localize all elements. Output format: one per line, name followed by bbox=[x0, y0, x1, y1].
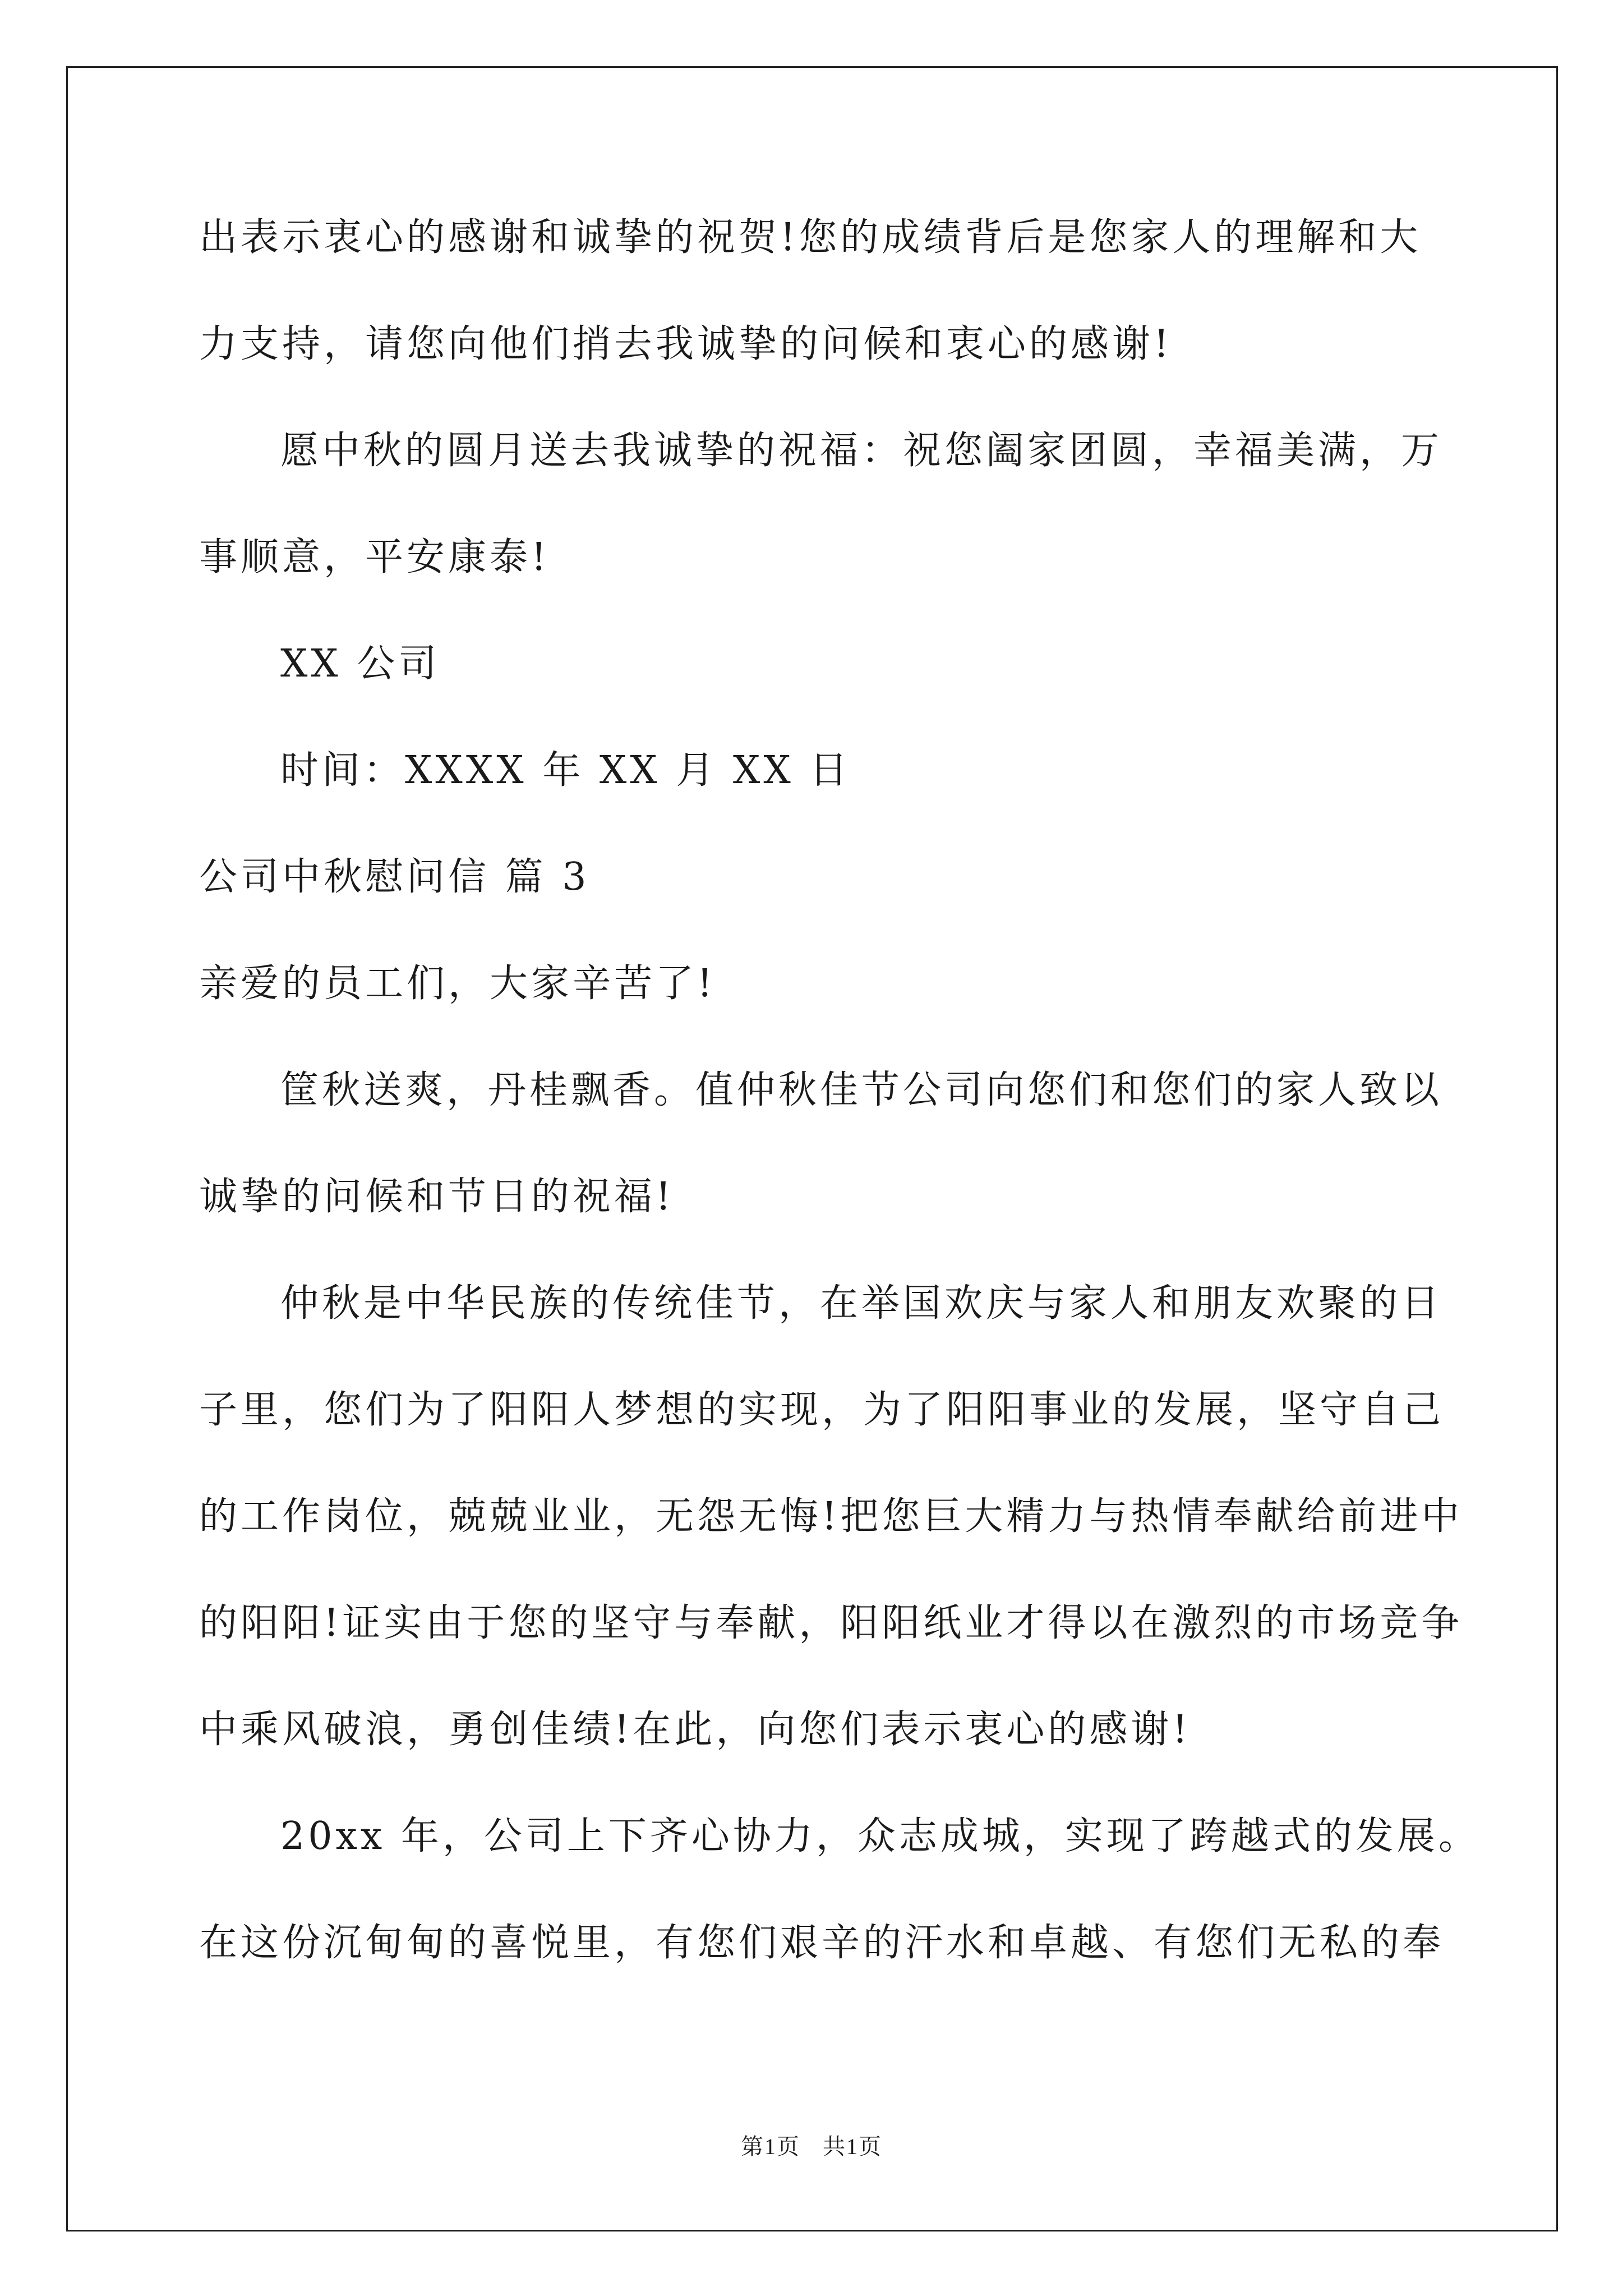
page-total: 共1页 bbox=[823, 2134, 882, 2159]
text-line: 事顺意，平安康泰! bbox=[199, 535, 550, 579]
text-line: 出表示衷心的感谢和诚挚的祝贺!您的成绩背后是您家人的理解和大 bbox=[199, 215, 1422, 260]
page-number: 第1页 bbox=[741, 2134, 800, 2159]
text-line: 的工作岗位，兢兢业业，无怨无悔!把您巨大精力与热情奉献给前进中 bbox=[199, 1494, 1463, 1539]
salutation: 亲爱的员工们，大家辛苦了! bbox=[199, 961, 716, 1006]
text-line: 筐秋送爽，丹桂飘香。值仲秋佳节公司向您们和您们的家人致以 bbox=[280, 1068, 1443, 1112]
date-line: 时间：XXXX 年 XX 月 XX 日 bbox=[280, 748, 851, 793]
text-line: 在这份沉甸甸的喜悦里，有您们艰辛的汗水和卓越、有您们无私的奉 bbox=[199, 1921, 1445, 1965]
page-border bbox=[66, 66, 1558, 2231]
text-line: 诚挚的问候和节日的祝福! bbox=[199, 1175, 675, 1219]
text-line: 中乘风破浪，勇创佳绩!在此，向您们表示衷心的感谢! bbox=[199, 1708, 1191, 1752]
text-line: 20xx 年，公司上下齐心协力，众志成城，实现了跨越式的发展。 bbox=[280, 1814, 1480, 1858]
page-footer bbox=[0, 2129, 1623, 2161]
section-heading: 公司中秋慰问信 篇 3 bbox=[199, 855, 590, 899]
company-signature: XX 公司 bbox=[280, 642, 440, 686]
text-line: 子里，您们为了阳阳人梦想的实现，为了阳阳事业的发展，坚守自己 bbox=[199, 1388, 1445, 1432]
text-line: 仲秋是中华民族的传统佳节，在举国欢庆与家人和朋友欢聚的日 bbox=[280, 1281, 1443, 1326]
text-line: 愿中秋的圆月送去我诚挚的祝福：祝您阖家团圆，幸福美满，万 bbox=[280, 429, 1443, 473]
text-line: 的阳阳!证实由于您的坚守与奉献，阳阳纸业才得以在激烈的市场竞争 bbox=[199, 1601, 1463, 1645]
text-line: 力支持，请您向他们捎去我诚挚的问候和衷心的感谢! bbox=[199, 322, 1173, 366]
